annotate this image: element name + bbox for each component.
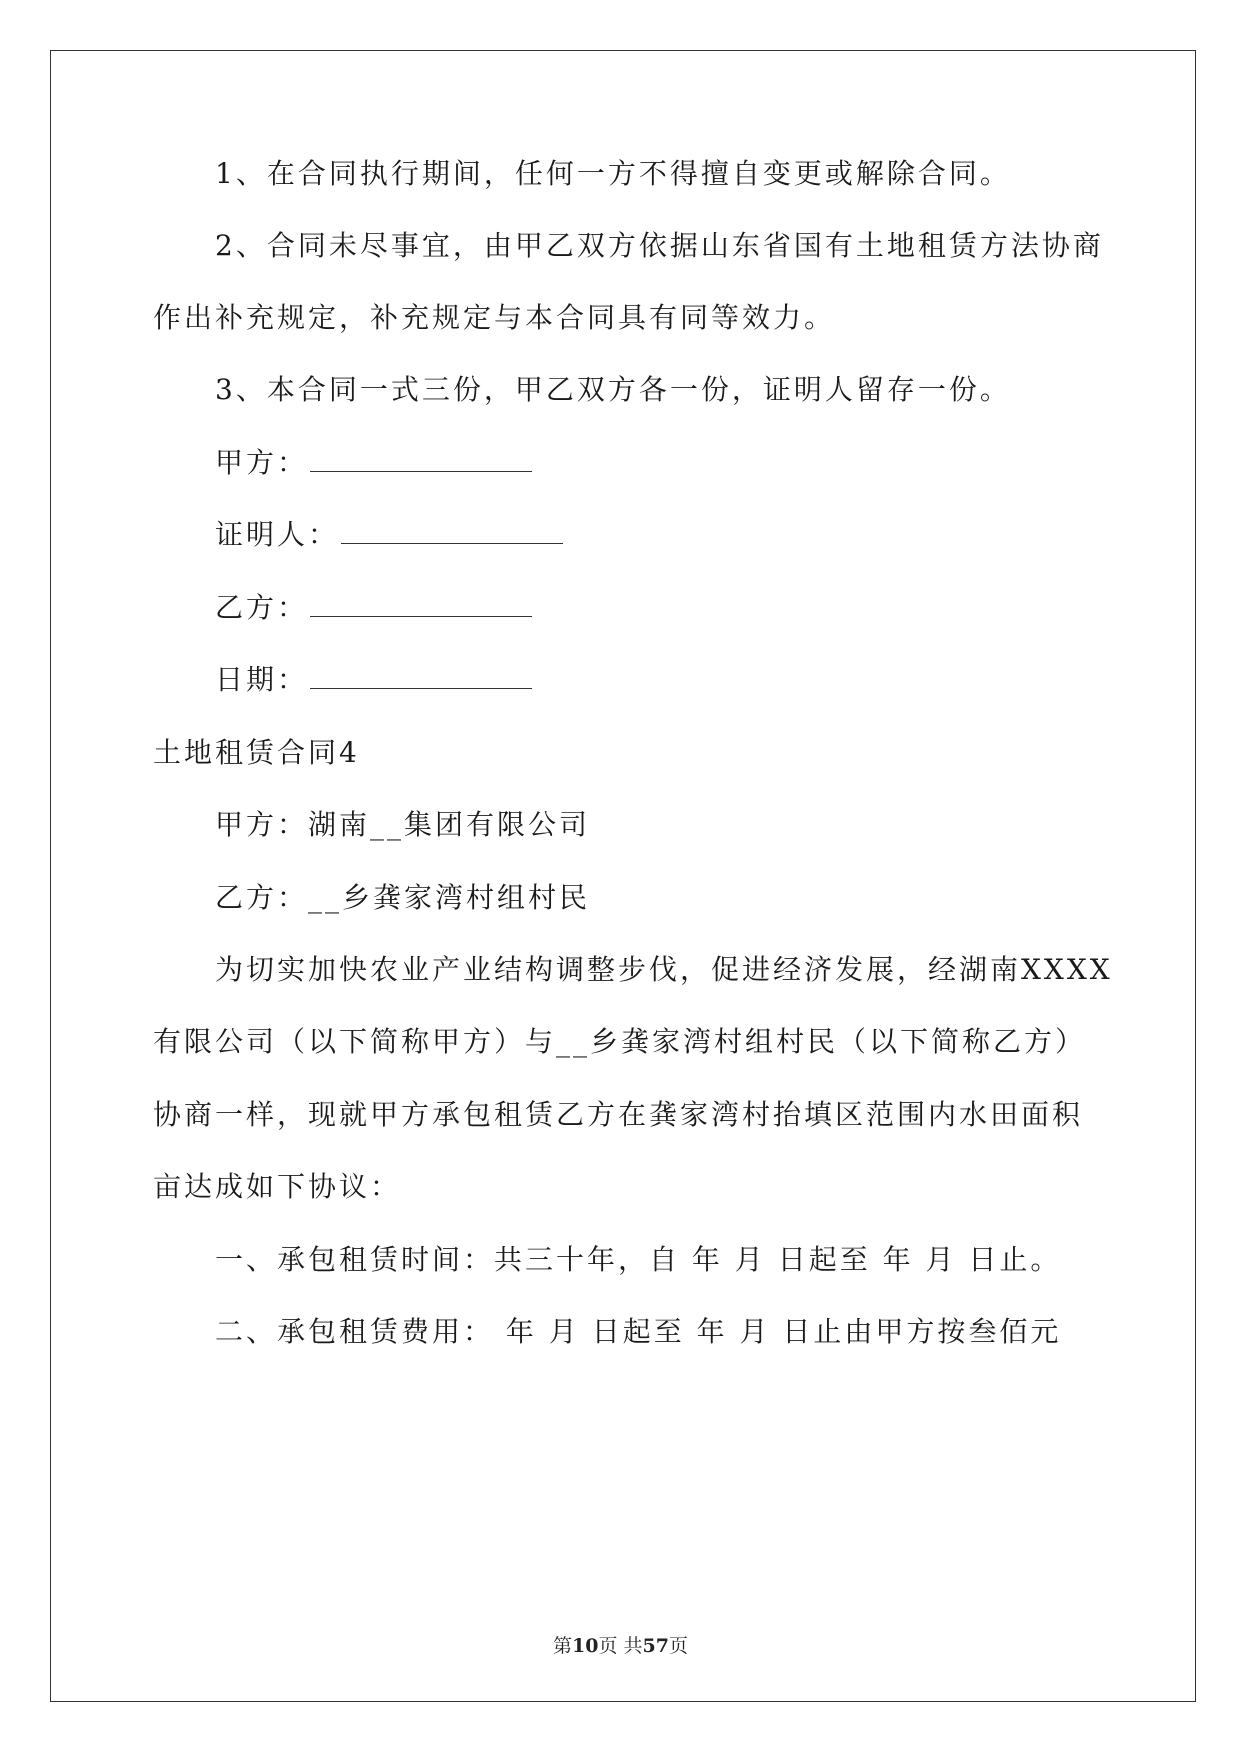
footer-mid: 页 共	[598, 1635, 643, 1657]
signature-witness-blank	[341, 517, 563, 544]
signature-party-b-blank	[310, 590, 532, 617]
footer-suffix: 页	[668, 1635, 688, 1657]
preamble-line-4: 亩达成如下协议：	[153, 1170, 402, 1203]
page-footer	[0, 1634, 1241, 1658]
item-2-lease-fee: 二、承包租赁费用： 年 月 日起至 年 月 日止由甲方按叁佰元	[215, 1315, 1062, 1348]
footer-total-pages: 57	[642, 1635, 669, 1657]
signature-party-a-label: 甲方：	[215, 446, 309, 479]
signature-party-a	[215, 443, 532, 483]
party-b-name: 乙方：__乡龚家湾村组村民	[215, 881, 591, 914]
footer-prefix: 第	[553, 1635, 573, 1657]
signature-date-label: 日期：	[215, 663, 309, 696]
party-a-name: 甲方：湖南__集团有限公司	[215, 808, 591, 841]
preamble-line-1: 为切实加快农业产业结构调整步伐，促进经济发展，经湖南XXXX	[215, 953, 1113, 986]
signature-witness	[215, 515, 563, 555]
clause-1: 1、在合同执行期间，任何一方不得擅自变更或解除合同。	[215, 157, 1011, 190]
signature-party-b	[215, 588, 532, 628]
signature-party-b-label: 乙方：	[215, 591, 309, 624]
signature-witness-label: 证明人：	[215, 518, 340, 551]
clause-2-line-1: 2、合同未尽事宜，由甲乙双方依据山东省国有土地租赁方法协商	[215, 229, 1104, 262]
preamble-line-2: 有限公司（以下简称甲方）与__乡龚家湾村组村民（以下简称乙方）	[153, 1025, 1087, 1058]
signature-date-blank	[310, 662, 532, 689]
signature-date	[215, 660, 532, 700]
preamble-line-3: 协商一样，现就甲方承包租赁乙方在龚家湾村抬填区范围内水田面积	[153, 1098, 1084, 1131]
footer-page-number: 10	[572, 1635, 599, 1657]
contract-4-title: 土地租赁合同4	[153, 736, 360, 769]
signature-party-a-blank	[310, 445, 532, 472]
clause-2-line-2: 作出补充规定，补充规定与本合同具有同等效力。	[153, 301, 836, 334]
item-1-lease-term: 一、承包租赁时间：共三十年，自 年 月 日起至 年 月 日止。	[215, 1243, 1062, 1276]
clause-3: 3、本合同一式三份，甲乙双方各一份，证明人留存一份。	[215, 373, 1011, 406]
